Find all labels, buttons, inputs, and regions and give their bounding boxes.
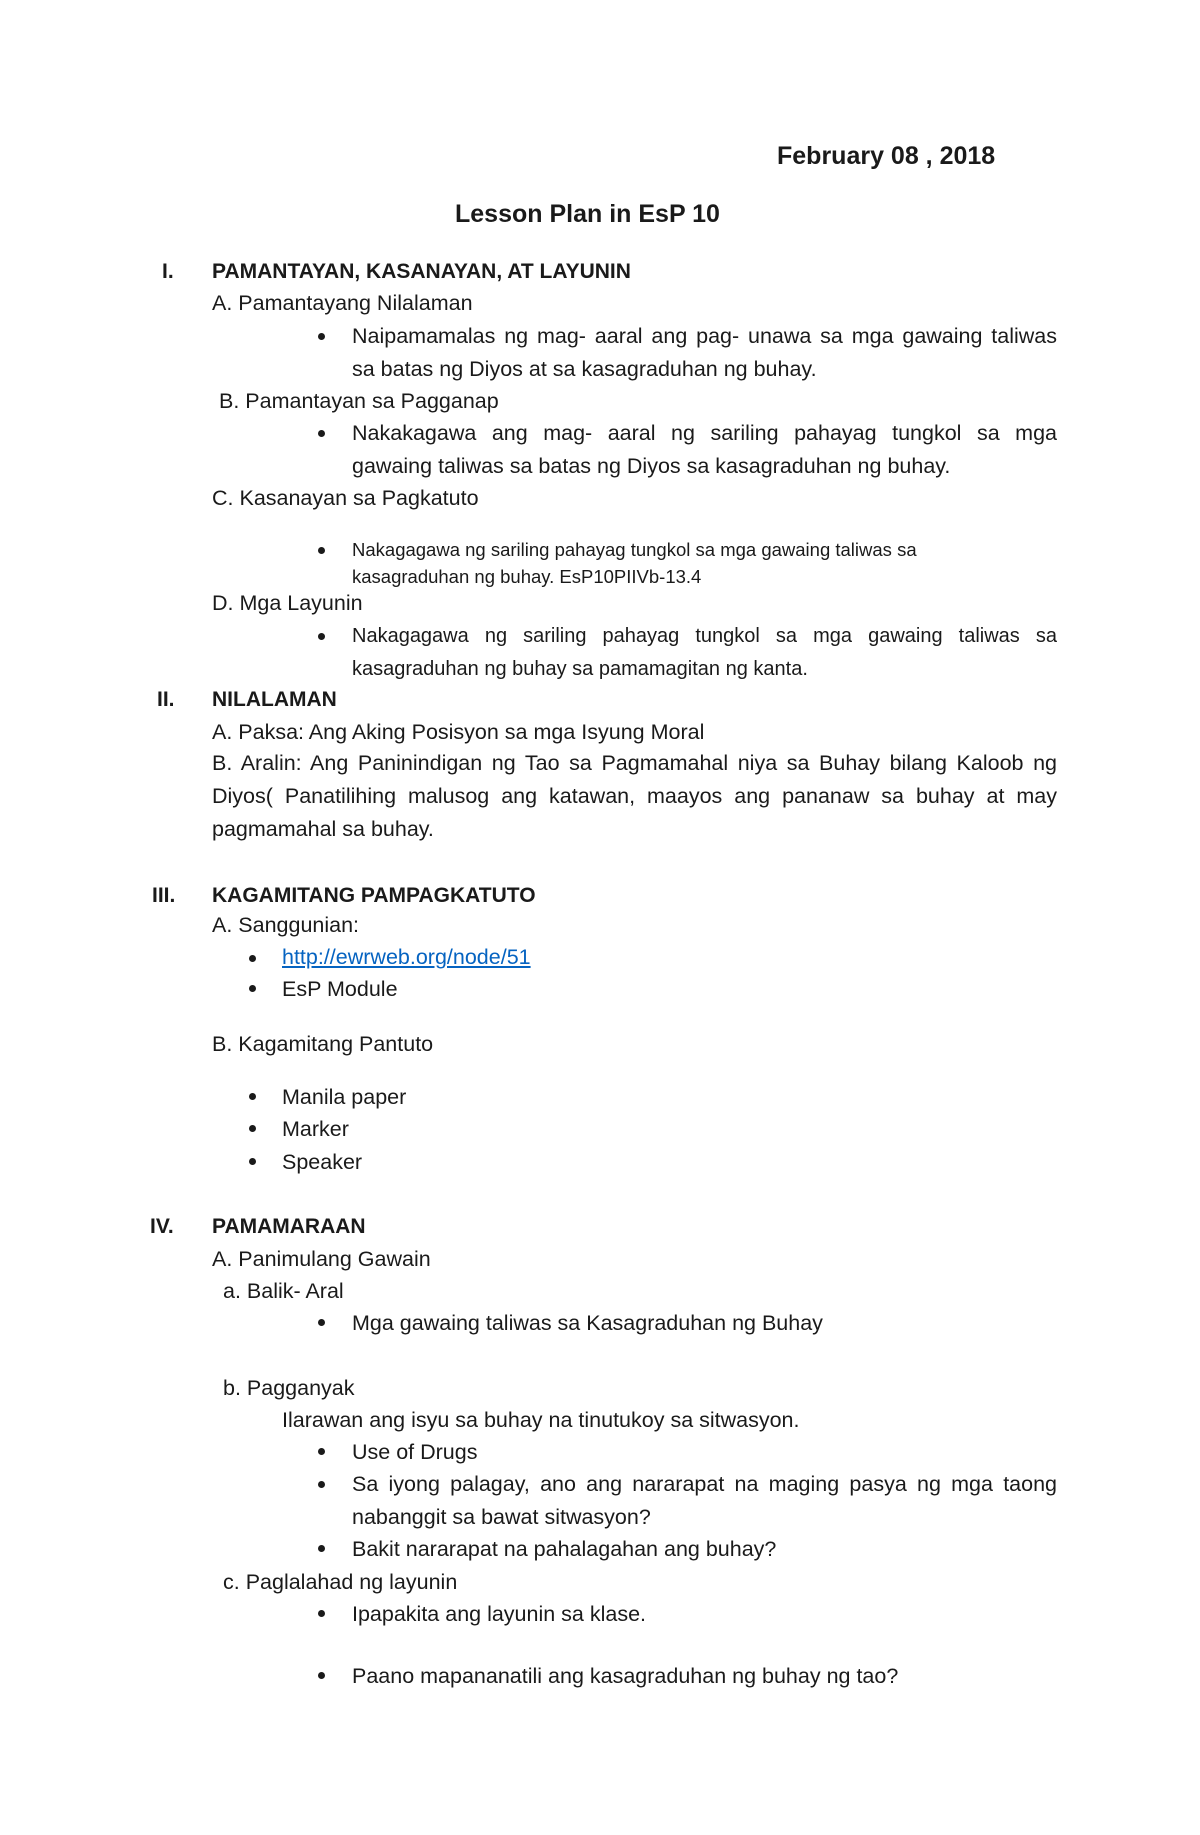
section-1-a-item: Naipamamalas ng mag- aaral ang pag- unawa sa mga gawaing taliwas sa batas ng Diyos at sa kasagraduhan ng buhay.: [352, 324, 1057, 381]
bullet-icon: [249, 985, 256, 992]
section-4-sub-c-item: Paano mapananatili ang kasagraduhan ng buhay ng tao?: [352, 1664, 899, 1688]
material-item: Manila paper: [282, 1085, 407, 1109]
section-1-heading: PAMANTAYAN, KASANAYAN, AT LAYUNIN: [212, 260, 631, 283]
bullet-icon: [318, 1672, 325, 1679]
page-title: Lesson Plan in EsP 10: [455, 200, 720, 228]
reference-link[interactable]: http://ewrweb.org/node/51: [282, 945, 531, 969]
material-item: Marker: [282, 1117, 349, 1141]
section-4-a-label: A. Panimulang Gawain: [212, 1247, 431, 1271]
bullet-icon: [249, 955, 256, 962]
section-1-d-label: D. Mga Layunin: [212, 591, 363, 615]
bullet-icon: [249, 1158, 256, 1165]
bullet-icon: [318, 1481, 325, 1488]
section-1-c-label: C. Kasanayan sa Pagkatuto: [212, 486, 479, 510]
section-1-c-item-line1: Nakagagawa ng sariling pahayag tungkol sa mga gawaing taliwas sa: [352, 539, 917, 560]
material-item: Speaker: [282, 1150, 363, 1174]
section-4-sub-a-item: Mga gawaing taliwas sa Kasagraduhan ng Buhay: [352, 1311, 823, 1335]
section-2-b-text: B. Aralin: Ang Paninindigan ng Tao sa Pagmamahal niya sa Buhay bilang Kaloob ng Diyos( Panatilihing malusog ang katawan, maayos ang pananaw sa buhay at may pagmamahal sa buhay.: [212, 751, 1057, 841]
bullet-icon: [318, 333, 325, 340]
bullet-icon: [318, 430, 325, 437]
section-1-b-label: B. Pamantayan sa Pagganap: [219, 389, 499, 413]
section-4-number: IV.: [150, 1215, 174, 1238]
section-4-sub-a-label: a. Balik- Aral: [223, 1279, 344, 1303]
section-3-b-label: B. Kagamitang Pantuto: [212, 1032, 434, 1056]
section-4-sub-c-item: Ipapakita ang layunin sa klase.: [352, 1602, 647, 1626]
section-4-sub-c-label: c. Paglalahad ng layunin: [223, 1570, 458, 1594]
section-1-b-item: Nakakagawa ang mag- aaral ng sariling pahayag tungkol sa mga gawaing taliwas sa batas ng Diyos sa kasagraduhan ng buhay.: [352, 421, 1057, 478]
bullet-icon: [318, 1319, 325, 1326]
reference-item: EsP Module: [282, 977, 398, 1001]
bullet-icon: [318, 633, 325, 640]
document-date: February 08 , 2018: [777, 142, 996, 170]
section-1-d-item: Nakagagawa ng sariling pahayag tungkol sa mga gawaing taliwas sa kasagraduhan ng buhay sa pamamagitan ng kanta.: [352, 625, 1057, 680]
section-1-c-item-line2: kasagraduhan ng buhay. EsP10PIIVb-13.4: [352, 566, 702, 587]
section-3-heading: KAGAMITANG PAMPAGKATUTO: [212, 884, 536, 907]
section-4-sub-b-label: b. Pagganyak: [223, 1376, 355, 1400]
bullet-icon: [318, 1545, 325, 1552]
bullet-icon: [318, 1610, 325, 1617]
section-1-number: I.: [162, 260, 174, 283]
section-2-heading: NILALAMAN: [212, 688, 337, 711]
bullet-icon: [249, 1093, 256, 1100]
bullet-icon: [318, 1448, 325, 1455]
section-4-sub-b-item: Sa iyong palagay, ano ang nararapat na maging pasya ng mga taong nabanggit sa bawat sitwasyon?: [352, 1472, 1057, 1529]
section-4-sub-b-item: Bakit nararapat na pahalagahan ang buhay?: [352, 1537, 777, 1561]
section-3-number: III.: [152, 884, 176, 907]
section-2-number: II.: [157, 688, 175, 711]
bullet-icon: [318, 547, 325, 554]
section-2-a-text: A. Paksa: Ang Aking Posisyon sa mga Isyung Moral: [212, 720, 705, 744]
section-4-sub-b-item: Use of Drugs: [352, 1440, 478, 1464]
section-1-a-label: A. Pamantayang Nilalaman: [212, 291, 473, 315]
section-4-heading: PAMAMARAAN: [212, 1215, 366, 1238]
section-3-a-label: A. Sanggunian:: [212, 913, 360, 937]
section-4-sub-b-intro: Ilarawan ang isyu sa buhay na tinutukoy sa sitwasyon.: [282, 1408, 800, 1432]
bullet-icon: [249, 1125, 256, 1132]
